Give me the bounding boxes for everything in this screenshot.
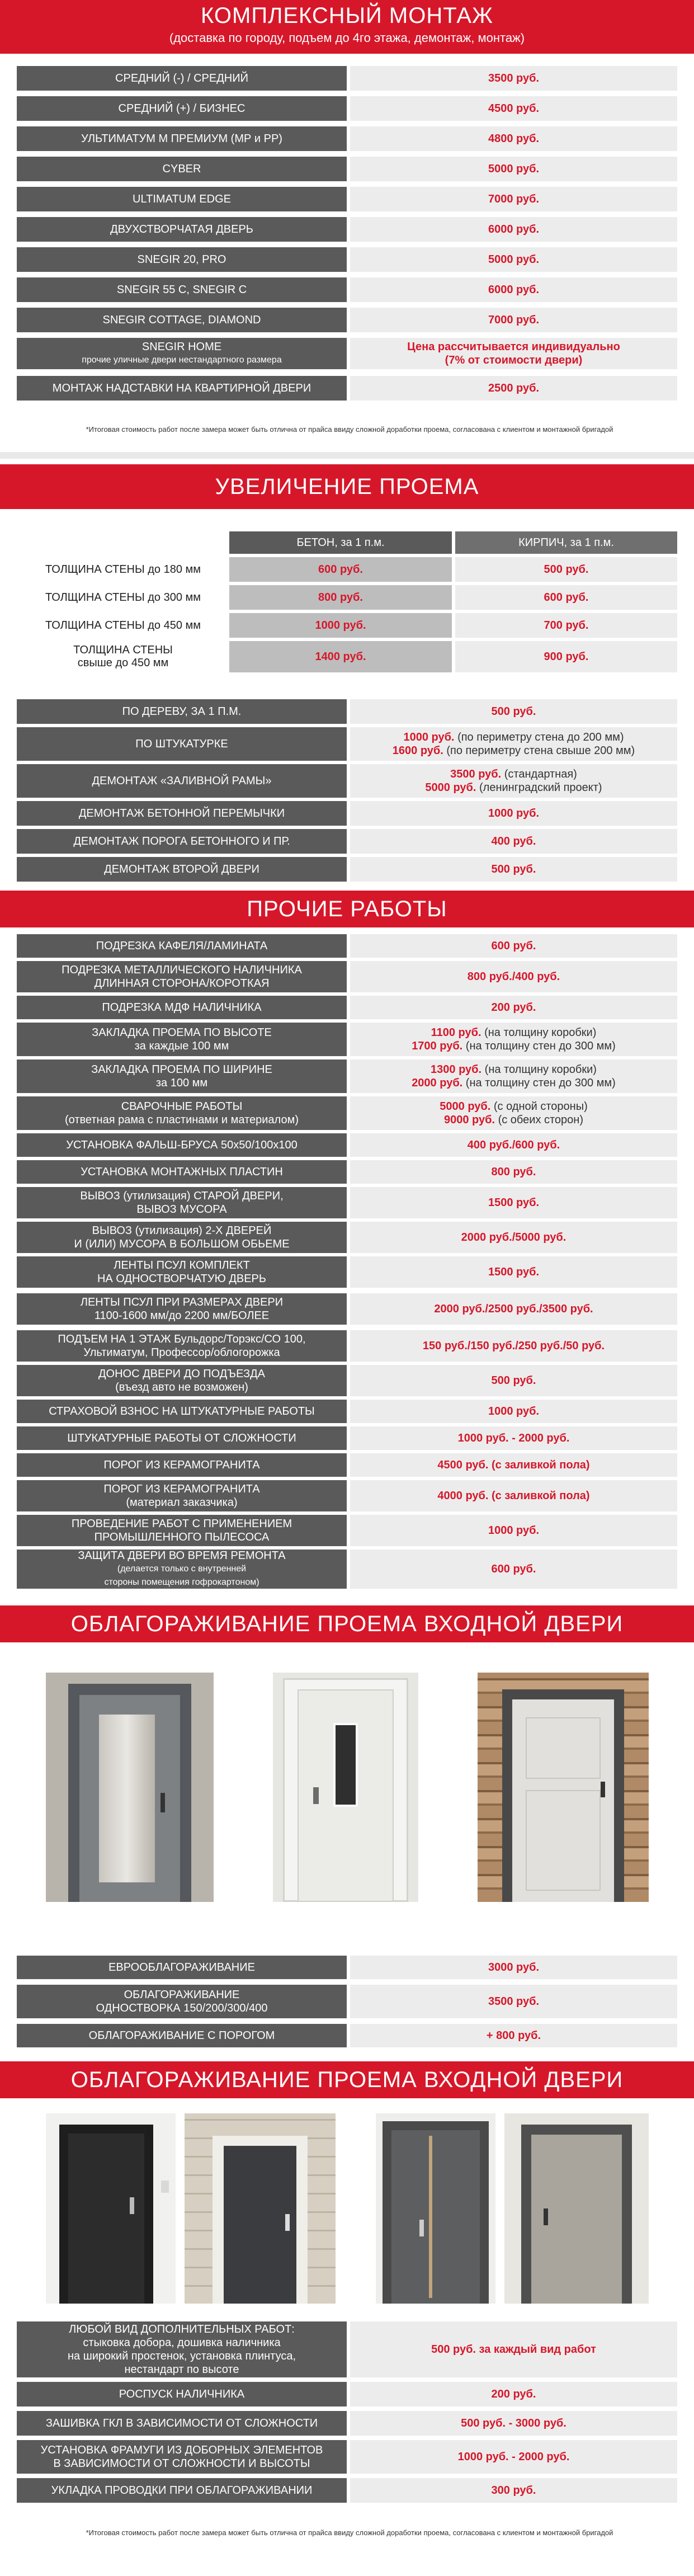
- row-price: 1000 руб. - 2000 руб.: [350, 2440, 677, 2474]
- price-row: [17, 1985, 677, 2018]
- row-label: МОНТАЖ НАДСТАВКИ НА КВАРТИРНОЙ ДВЕРИ: [17, 376, 347, 401]
- row-price: 2000 руб./5000 руб.: [350, 1222, 677, 1253]
- row-price: 7000 руб.: [350, 187, 677, 211]
- row-label: ЛЕНТЫ ПСУЛ ПРИ РАЗМЕРАХ ДВЕРИ: [80, 1296, 284, 1308]
- row-sublabel: стороны помещения гофрокартоном): [104, 1577, 259, 1587]
- row-sublabel: стыковка добора, дошивка наличника: [83, 2337, 281, 2349]
- price-row: [17, 1480, 677, 1511]
- price-row: [17, 338, 677, 369]
- row-price: 500 руб. - 3000 руб.: [350, 2411, 677, 2436]
- row-label: И (ИЛИ) МУСОРА В БОЛЬШОМ ОБЬЕМЕ: [74, 1238, 290, 1250]
- row-sublabel: (материал заказчика): [126, 1496, 238, 1509]
- section1-banner: [0, 0, 694, 54]
- door-photo: [46, 2113, 176, 2304]
- divider: [0, 452, 694, 459]
- section3-banner: [0, 891, 694, 927]
- price-row: [17, 96, 677, 121]
- row-label: СТРАХОВОЙ ВЗНОС НА ШТУКАТУРНЫЕ РАБОТЫ: [17, 1400, 347, 1423]
- row-price-note: (стандартная): [504, 768, 577, 780]
- row-price: 3500 руб.: [350, 1985, 677, 2018]
- row-price-note: (с обеих сторон): [498, 1114, 584, 1126]
- row-label: ВЫВОЗ МУСОРА: [136, 1203, 227, 1216]
- row-price: 500 руб.: [350, 699, 677, 724]
- row-label: УСТАНОВКА ФАЛЬШ-БРУСА 50х50/100х100: [17, 1133, 347, 1157]
- row-label: ОДНОСТВОРКА 150/200/300/400: [96, 2002, 268, 2014]
- row-label: ЗАКЛАДКА ПРОЕМА ПО ВЫСОТЕ: [92, 1026, 272, 1039]
- row-sublabel: свыше до 450 мм: [77, 657, 169, 669]
- row-label: СРЕДНИЙ (-) / СРЕДНИЙ: [17, 66, 347, 91]
- row-label: ОБЛАГОРАЖИВАНИЕ С ПОРОГОМ: [17, 2024, 347, 2047]
- price-row: [17, 2411, 677, 2436]
- row-sublabel: нестандарт по высоте: [124, 2363, 239, 2376]
- row-price: 400 руб./600 руб.: [350, 1133, 677, 1157]
- row-price: 4000 руб. (с заливкой пола): [350, 1480, 677, 1511]
- row-label: ДВУХСТВОРЧАТАЯ ДВЕРЬ: [17, 217, 347, 242]
- row-label: SNEGIR 55 C, SNEGIR C: [17, 277, 347, 302]
- row-price-note: (ленинградский проект): [479, 781, 602, 794]
- row-label: ДОНОС ДВЕРИ ДО ПОДЪЕЗДА: [98, 1368, 265, 1380]
- row-label: Ультиматум, Профессор/облогорожка: [83, 1346, 280, 1359]
- row-label: ПОРОГ ИЗ КЕРАМОГРАНИТА: [103, 1483, 260, 1495]
- row-label: ДЕМОНТАЖ «ЗАЛИВНОЙ РАМЫ»: [17, 764, 347, 798]
- row-price: 1000 руб.: [350, 801, 677, 826]
- row-label: ТОЛЩИНА СТЕНЫ до 300 мм: [45, 591, 201, 604]
- row-price-note: (на толщину стен до 300 мм): [465, 1040, 616, 1052]
- row-price-note: (по периметру стена свыше 200 мм): [446, 745, 635, 757]
- row-label: ДЕМОНТАЖ ВТОРОЙ ДВЕРИ: [17, 857, 347, 882]
- section4-title: ОБЛАГОРАЖИВАНИЕ ПРОЕМА ВХОДНОЙ ДВЕРИ: [70, 1612, 624, 1636]
- row-price: 800 руб.: [350, 1160, 677, 1184]
- row-price-note: (по периметру стена до 200 мм): [457, 731, 624, 743]
- row-price: 200 руб.: [350, 996, 677, 1019]
- price-row: [17, 1956, 677, 1979]
- price-row: [17, 1365, 677, 1396]
- row-price: 2500 руб.: [350, 376, 677, 401]
- row-label: ULTIMATUM EDGE: [17, 187, 347, 211]
- price-row: [17, 1160, 677, 1184]
- section2-title: УВЕЛИЧЕНИЕ ПРОЕМА: [215, 474, 479, 499]
- price-row: [17, 699, 677, 724]
- door-photo: [478, 1673, 649, 1902]
- row-price: 5000 руб.: [350, 157, 677, 181]
- table-row: [17, 613, 677, 638]
- row-price: 1100 руб.: [431, 1026, 481, 1039]
- price-row: [17, 2440, 677, 2474]
- row-label: ЕВРООБЛАГОРАЖИВАНИЕ: [17, 1956, 347, 1979]
- price-row: [17, 857, 677, 882]
- table-row: [17, 585, 677, 610]
- row-price: 1300 руб.: [431, 1063, 482, 1076]
- price-row: [17, 1330, 677, 1362]
- row-sublabel: за 100 мм: [155, 1077, 208, 1089]
- row-price: 1500 руб.: [350, 1256, 677, 1288]
- row-price: 9000 руб.: [443, 1114, 495, 1126]
- footnote: *Итоговая стоимость работ после замера может быть отлична от прайса ввиду сложной доработки проема, согласована с клиентом и монтажной бригадой: [86, 425, 613, 434]
- row-label: УЛЬТИМАТУМ М ПРЕМИУМ (МР и РР): [17, 126, 347, 151]
- col-concrete: БЕТОН, за 1 п.м.: [229, 531, 452, 554]
- col-brick: КИРПИЧ, за 1 п.м.: [455, 531, 677, 554]
- price-row: [17, 1256, 677, 1288]
- row-label: ТОЛЩИНА СТЕНЫ до 180 мм: [45, 563, 201, 576]
- row-label: SNEGIR COTTAGE, DIAMOND: [17, 308, 347, 332]
- price-row: [17, 1515, 677, 1546]
- row-label: ПОДРЕЗКА МЕТАЛЛИЧЕСКОГО НАЛИЧНИКА: [62, 964, 302, 976]
- row-price: 6000 руб.: [350, 277, 677, 302]
- price-row: [17, 2382, 677, 2407]
- price-row: [17, 1133, 677, 1157]
- row-price: + 800 руб.: [350, 2024, 677, 2047]
- row-label: ТОЛЩИНА СТЕНЫ: [73, 644, 173, 656]
- price-row: [17, 157, 677, 181]
- row-price: 4500 руб.: [350, 96, 677, 121]
- row-label: ТОЛЩИНА СТЕНЫ до 450 мм: [45, 619, 201, 632]
- price-row: [17, 1426, 677, 1450]
- row-price: 600 руб.: [350, 1550, 677, 1589]
- section5-banner: [0, 2061, 694, 2098]
- section5-title: ОБЛАГОРАЖИВАНИЕ ПРОЕМА ВХОДНОЙ ДВЕРИ: [70, 2068, 624, 2092]
- row-label: 1100-1600 мм/до 2200 мм/БОЛЕЕ: [94, 1310, 270, 1322]
- row-label: ЛЮБОЙ ВИД ДОПОЛНИТЕЛЬНЫХ РАБОТ:: [69, 2323, 295, 2335]
- table-header: [17, 531, 677, 554]
- row-sublabel: (делается только с внутренней: [117, 1564, 247, 1574]
- price-row: [17, 2024, 677, 2047]
- row-label: SNEGIR 20, PRO: [17, 247, 347, 272]
- row-price: 1600 руб.: [392, 745, 443, 757]
- row-label: ЛЕНТЫ ПСУЛ КОМПЛЕКТ: [114, 1259, 250, 1271]
- row-price: 6000 руб.: [350, 217, 677, 242]
- row-sublabel: (въезд авто не возможен): [115, 1381, 248, 1393]
- row-price: 500 руб. за каждый вид работ: [350, 2321, 677, 2377]
- brick-price: 600 руб.: [455, 585, 677, 610]
- row-label: ОБЛАГОРАЖИВАНИЕ: [124, 1989, 240, 2001]
- concrete-price: 600 руб.: [229, 557, 452, 582]
- row-price: 500 руб.: [350, 1365, 677, 1396]
- row-price: 1000 руб.: [350, 1400, 677, 1423]
- price-row: [17, 2478, 677, 2503]
- price-row: [17, 801, 677, 826]
- price-row: [17, 961, 677, 992]
- price-row: [17, 727, 677, 761]
- row-label: ДЛИННАЯ СТОРОНА/КОРОТКАЯ: [94, 977, 270, 990]
- price-row: [17, 376, 677, 401]
- price-row: [17, 2321, 677, 2377]
- table-row: [17, 641, 677, 672]
- price-row: [17, 187, 677, 211]
- price-row: [17, 277, 677, 302]
- table-row: [17, 557, 677, 582]
- row-price: 1000 руб.: [403, 731, 455, 743]
- price-row: [17, 934, 677, 958]
- row-label: ПО ШТУКАТУРКЕ: [17, 727, 347, 761]
- row-price-note: (7% от стоимости двери): [445, 354, 583, 366]
- price-row: [17, 1023, 677, 1056]
- price-row: [17, 1059, 677, 1093]
- row-price: 5000 руб.: [350, 247, 677, 272]
- price-row: [17, 829, 677, 854]
- row-sublabel: на широкий простенок, установка плинтуса,: [67, 2350, 296, 2362]
- price-row: [17, 996, 677, 1019]
- row-price-note: (на толщину коробки): [484, 1063, 597, 1076]
- row-price: 7000 руб.: [350, 308, 677, 332]
- section2-banner: [0, 464, 694, 509]
- row-label: УСТАНОВКА ФРАМУГИ ИЗ ДОБОРНЫХ ЭЛЕМЕНТОВ: [40, 2444, 323, 2456]
- price-row: [17, 247, 677, 272]
- price-row: [17, 1187, 677, 1218]
- row-price: 600 руб.: [350, 934, 677, 958]
- row-label: В ЗАВИСИМОСТИ ОТ СЛОЖНОСТИ И ВЫСОТЫ: [53, 2457, 310, 2470]
- row-price: 800 руб./400 руб.: [350, 961, 677, 992]
- price-row: [17, 1222, 677, 1253]
- row-label: ДЕМОНТАЖ ПОРОГА БЕТОННОГО И ПР.: [17, 829, 347, 854]
- row-price: 3500 руб.: [350, 66, 677, 91]
- row-label: ПРОМЫШЛЕННОГО ПЫЛЕСОСА: [94, 1531, 270, 1543]
- brick-price: 900 руб.: [455, 641, 677, 672]
- row-sublabel: за каждые 100 мм: [134, 1040, 229, 1052]
- door-photo: [273, 1673, 418, 1902]
- row-label: СРЕДНИЙ (+) / БИЗНЕС: [17, 96, 347, 121]
- door-photo: [376, 2113, 495, 2304]
- section4-banner: [0, 1605, 694, 1642]
- row-label: ЗАКЛАДКА ПРОЕМА ПО ШИРИНЕ: [91, 1063, 272, 1076]
- price-row: [17, 217, 677, 242]
- row-label: SNEGIR HOME: [141, 341, 222, 353]
- price-row: [17, 1096, 677, 1130]
- row-price-note: (на толщину коробки): [484, 1026, 597, 1039]
- row-label: ШТУКАТУРНЫЕ РАБОТЫ ОТ СЛОЖНОСТИ: [17, 1426, 347, 1450]
- row-label: ДЕМОНТАЖ БЕТОННОЙ ПЕРЕМЫЧКИ: [17, 801, 347, 826]
- row-label: ПРОВЕДЕНИЕ РАБОТ С ПРИМЕНЕНИЕМ: [71, 1518, 292, 1530]
- price-row: [17, 1293, 677, 1325]
- section1-subtitle: (доставка по городу, подъем до 4го этажа, демонтаж, монтаж): [169, 31, 525, 45]
- footnote: *Итоговая стоимость работ после замера может быть отлична от прайса ввиду сложной доработки проема, согласована с клиентом и монтажной бригадой: [86, 2528, 613, 2537]
- door-photo: [185, 2113, 336, 2304]
- brick-price: 700 руб.: [455, 613, 677, 638]
- concrete-price: 800 руб.: [229, 585, 452, 610]
- row-price: 3000 руб.: [350, 1956, 677, 1979]
- price-row: [17, 1550, 677, 1589]
- row-price: 2000 руб.: [412, 1077, 463, 1089]
- row-price: 5000 руб.: [440, 1100, 491, 1113]
- row-price-note: (на толщину стен до 300 мм): [465, 1077, 616, 1089]
- row-label: ПОРОГ ИЗ КЕРАМОГРАНИТА: [17, 1453, 347, 1477]
- concrete-price: 1400 руб.: [229, 641, 452, 672]
- row-label: ПОДЪЕМ НА 1 ЭТАЖ Бульдорс/Торэкс/СО 100,: [58, 1333, 306, 1345]
- row-price-note: (с одной стороны): [493, 1100, 588, 1113]
- row-label: ПО ДЕРЕВУ, ЗА 1 П.М.: [17, 699, 347, 724]
- price-row: [17, 1400, 677, 1423]
- concrete-price: 1000 руб.: [229, 613, 452, 638]
- row-price: 200 руб.: [350, 2382, 677, 2407]
- row-label: РОСПУСК НАЛИЧНИКА: [17, 2382, 347, 2407]
- row-price: 1000 руб.: [350, 1515, 677, 1546]
- row-label: ВЫВОЗ (утилизация) СТАРОЙ ДВЕРИ,: [80, 1190, 284, 1202]
- section1-title: КОМПЛЕКСНЫЙ МОНТАЖ: [201, 3, 493, 28]
- row-price: 1700 руб.: [412, 1040, 463, 1052]
- row-label: ЗАШИВКА ГКЛ В ЗАВИСИМОСТИ ОТ СЛОЖНОСТИ: [17, 2411, 347, 2436]
- section3-title: ПРОЧИЕ РАБОТЫ: [247, 897, 447, 921]
- row-price: 400 руб.: [350, 829, 677, 854]
- price-row: [17, 308, 677, 332]
- row-sublabel: прочие уличные двери нестандартного размера: [82, 355, 282, 365]
- row-label: УСТАНОВКА МОНТАЖНЫХ ПЛАСТИН: [17, 1160, 347, 1184]
- row-price: 150 руб./150 руб./250 руб./50 руб.: [350, 1330, 677, 1362]
- row-label: ЗАЩИТА ДВЕРИ ВО ВРЕМЯ РЕМОНТА: [78, 1550, 286, 1562]
- row-price: 4800 руб.: [350, 126, 677, 151]
- row-label: ПОДРЕЗКА КАФЕЛЯ/ЛАМИНАТА: [17, 934, 347, 958]
- row-price: 1000 руб. - 2000 руб.: [350, 1426, 677, 1450]
- row-price: 500 руб.: [350, 857, 677, 882]
- row-label: СВАРОЧНЫЕ РАБОТЫ: [121, 1100, 243, 1113]
- row-price: 1500 руб.: [350, 1187, 677, 1218]
- row-label: CYBER: [17, 157, 347, 181]
- price-row: [17, 66, 677, 91]
- row-price: Цена рассчитывается индивидуально: [407, 341, 620, 353]
- row-price: 5000 руб.: [425, 781, 476, 794]
- row-label: ВЫВОЗ (утилизация) 2-Х ДВЕРЕЙ: [92, 1225, 272, 1237]
- row-price: 3500 руб.: [450, 768, 502, 780]
- row-price: 300 руб.: [350, 2478, 677, 2503]
- price-row: [17, 764, 677, 798]
- brick-price: 500 руб.: [455, 557, 677, 582]
- row-label: ПОДРЕЗКА МДФ НАЛИЧНИКА: [17, 996, 347, 1019]
- row-label: НА ОДНОСТВОРЧАТУЮ ДВЕРЬ: [97, 1273, 267, 1285]
- door-photo: [46, 1673, 214, 1902]
- row-price: 4500 руб. (с заливкой пола): [350, 1453, 677, 1477]
- row-label: УКЛАДКА ПРОВОДКИ ПРИ ОБЛАГОРАЖИВАНИИ: [17, 2478, 347, 2503]
- price-row: [17, 1453, 677, 1477]
- price-row: [17, 126, 677, 151]
- row-price: 2000 руб./2500 руб./3500 руб.: [350, 1293, 677, 1325]
- door-photo: [504, 2113, 649, 2304]
- row-sublabel: (ответная рама с пластинами и материалом): [65, 1114, 299, 1126]
